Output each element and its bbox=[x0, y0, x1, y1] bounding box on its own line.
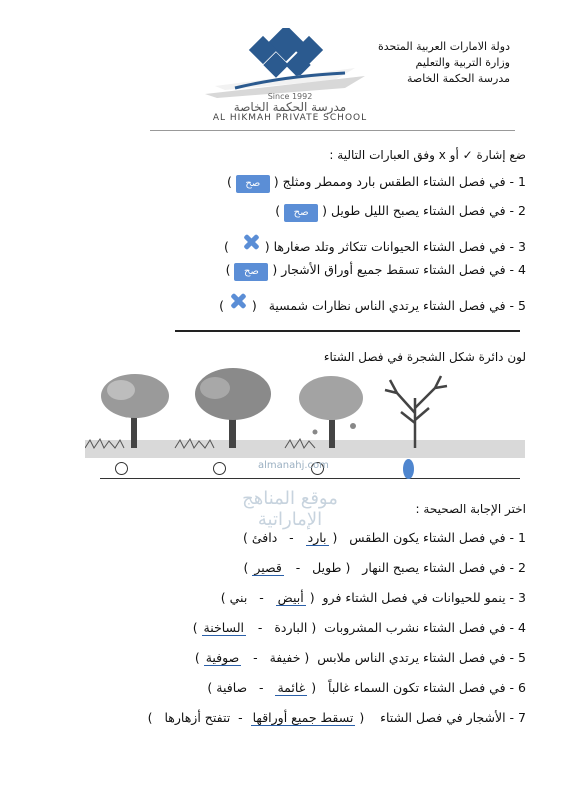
option-b[interactable]: صافية bbox=[216, 680, 248, 695]
watermark-site: almanahj.com bbox=[258, 460, 329, 471]
item-number: 4 bbox=[518, 262, 526, 277]
logo-since: Since 1992 bbox=[267, 92, 313, 101]
section3-item-4: 4 - في فصل الشتاء نشرب المشروبات ( الباردة - الساخنة ) bbox=[192, 620, 526, 635]
section1-item-5: 5 - في فصل الشتاء يرتدي الناس نظارات شمسية ( ) bbox=[219, 292, 526, 313]
section3-item-5: 5 - في فصل الشتاء يرتدي الناس ملابس ( خفيفة - صوفية ) bbox=[194, 650, 526, 665]
section3-item-7: 7 - الأشجار في فصل الشتاء ( تسقط جميع أوراقها - تتفتح أزهارها ) bbox=[147, 710, 526, 725]
item-number: 3 bbox=[518, 239, 526, 254]
item-stem: الأشجار في فصل الشتاء bbox=[380, 710, 506, 725]
answer-box[interactable]: صح bbox=[236, 175, 270, 193]
logo-arabic-name: مدرسة الحكمة الخاصة bbox=[233, 100, 347, 114]
option-b[interactable]: صوفية bbox=[205, 650, 240, 665]
header-ministry: وزارة التربية والتعليم bbox=[415, 56, 510, 69]
section3-item-3: 3 - ينمو للحيوانات في فصل الشتاء فرو ( أبيض - بني ) bbox=[220, 590, 526, 605]
option-a[interactable]: طويل bbox=[312, 560, 342, 575]
item-text: في فصل الشتاء تسقط جميع أوراق الأشجار bbox=[281, 262, 506, 277]
x-mark-icon[interactable] bbox=[241, 233, 261, 251]
header-divider bbox=[150, 130, 515, 131]
item-number: 2 bbox=[518, 203, 526, 218]
item-text: في فصل الشتاء الطقس بارد وممطر ومثلج bbox=[282, 174, 506, 189]
logo-english-name: AL HIKMAH PRIVATE SCHOOL bbox=[212, 113, 368, 123]
section1-item-2: 2 - في فصل الشتاء يصبح الليل طويل ( صح ) bbox=[275, 203, 526, 222]
tree-choice-circle-4-selected[interactable] bbox=[403, 459, 414, 479]
item-number: 2 bbox=[518, 560, 526, 575]
item-number: 4 bbox=[518, 620, 526, 635]
tree-winter-icon bbox=[385, 376, 447, 448]
item-number: 1 bbox=[518, 174, 526, 189]
option-b[interactable]: قصير bbox=[254, 560, 282, 575]
item-number: 6 bbox=[518, 680, 526, 695]
option-a[interactable]: أبيض bbox=[277, 590, 304, 605]
watermark-title: موقع المناهج الإماراتية bbox=[242, 488, 338, 530]
item-text: في فصل الشتاء يرتدي الناس نظارات شمسية bbox=[268, 298, 506, 313]
item-number: 5 bbox=[518, 650, 526, 665]
section2-instruction: لون دائرة شكل الشجرة في فصل الشتاء bbox=[323, 350, 526, 364]
option-a[interactable]: تسقط جميع أوراقها bbox=[252, 710, 354, 725]
header-country: دولة الامارات العربية المتحدة bbox=[377, 40, 510, 53]
x-mark-icon[interactable] bbox=[228, 292, 248, 310]
item-stem: في فصل الشتاء تكون السماء غالباً bbox=[328, 680, 506, 695]
tree-autumn-icon bbox=[299, 376, 363, 448]
item-number: 5 bbox=[518, 298, 526, 313]
section1-item-4: 4 - في فصل الشتاء تسقط جميع أوراق الأشجار ( صح ) bbox=[226, 262, 526, 281]
section1-item-1: 1 - في فصل الشتاء الطقس بارد وممطر ومثلج ( صح ) bbox=[227, 174, 526, 193]
tree-choice-circle-1[interactable] bbox=[115, 462, 128, 475]
section3-item-1: 1 - في فصل الشتاء يكون الطقس ( بارد - دافئ ) bbox=[242, 530, 526, 545]
section3-item-6: 6 - في فصل الشتاء تكون السماء غالباً ( غائمة - صافية ) bbox=[207, 680, 526, 695]
tree-summer-icon bbox=[195, 368, 271, 448]
option-a[interactable]: بارد bbox=[307, 530, 327, 545]
item-text: في فصل الشتاء يصبح الليل طويل bbox=[330, 203, 506, 218]
tree-choice-circle-2[interactable] bbox=[213, 462, 226, 475]
section-divider bbox=[175, 330, 520, 332]
item-stem: ينمو للحيوانات في فصل الشتاء فرو bbox=[322, 590, 506, 605]
item-stem: في فصل الشتاء يصبح النهار bbox=[362, 560, 506, 575]
section1-instruction: ضع إشارة ✓ أو x وفق العبارات التالية : bbox=[329, 148, 526, 162]
option-b[interactable]: الساخنة bbox=[203, 620, 244, 635]
option-b[interactable]: تتفتح أزهارها bbox=[164, 710, 231, 725]
answer-baseline bbox=[100, 478, 520, 479]
item-stem: في فصل الشتاء يكون الطقس bbox=[349, 530, 506, 545]
answer-box[interactable]: صح bbox=[234, 263, 268, 281]
section1-item-3: 3 - في فصل الشتاء الحيوانات تتكاثر وتلد صغارها ( ) bbox=[224, 233, 526, 254]
tree-spring-icon bbox=[101, 374, 169, 448]
option-a[interactable]: الباردة bbox=[274, 620, 308, 635]
item-text: في فصل الشتاء الحيوانات تتكاثر وتلد صغارها bbox=[273, 239, 506, 254]
option-a[interactable]: غائمة bbox=[277, 680, 306, 695]
section3-item-2: 2 - في فصل الشتاء يصبح النهار ( طويل - قصير ) bbox=[243, 560, 526, 575]
item-stem: في فصل الشتاء يرتدي الناس ملابس bbox=[317, 650, 506, 665]
option-b[interactable]: دافئ bbox=[251, 530, 278, 545]
season-trees-illustration bbox=[85, 368, 525, 468]
item-number: 7 bbox=[518, 710, 526, 725]
item-number: 1 bbox=[518, 530, 526, 545]
answer-box[interactable]: صح bbox=[284, 204, 318, 222]
option-a[interactable]: خفيفة bbox=[269, 650, 301, 665]
item-number: 3 bbox=[518, 590, 526, 605]
section3-instruction: اختر الإجابة الصحيحة : bbox=[415, 502, 526, 516]
item-stem: في فصل الشتاء نشرب المشروبات bbox=[324, 620, 506, 635]
header-school: مدرسة الحكمة الخاصة bbox=[406, 72, 510, 85]
option-b[interactable]: بني bbox=[229, 590, 248, 605]
